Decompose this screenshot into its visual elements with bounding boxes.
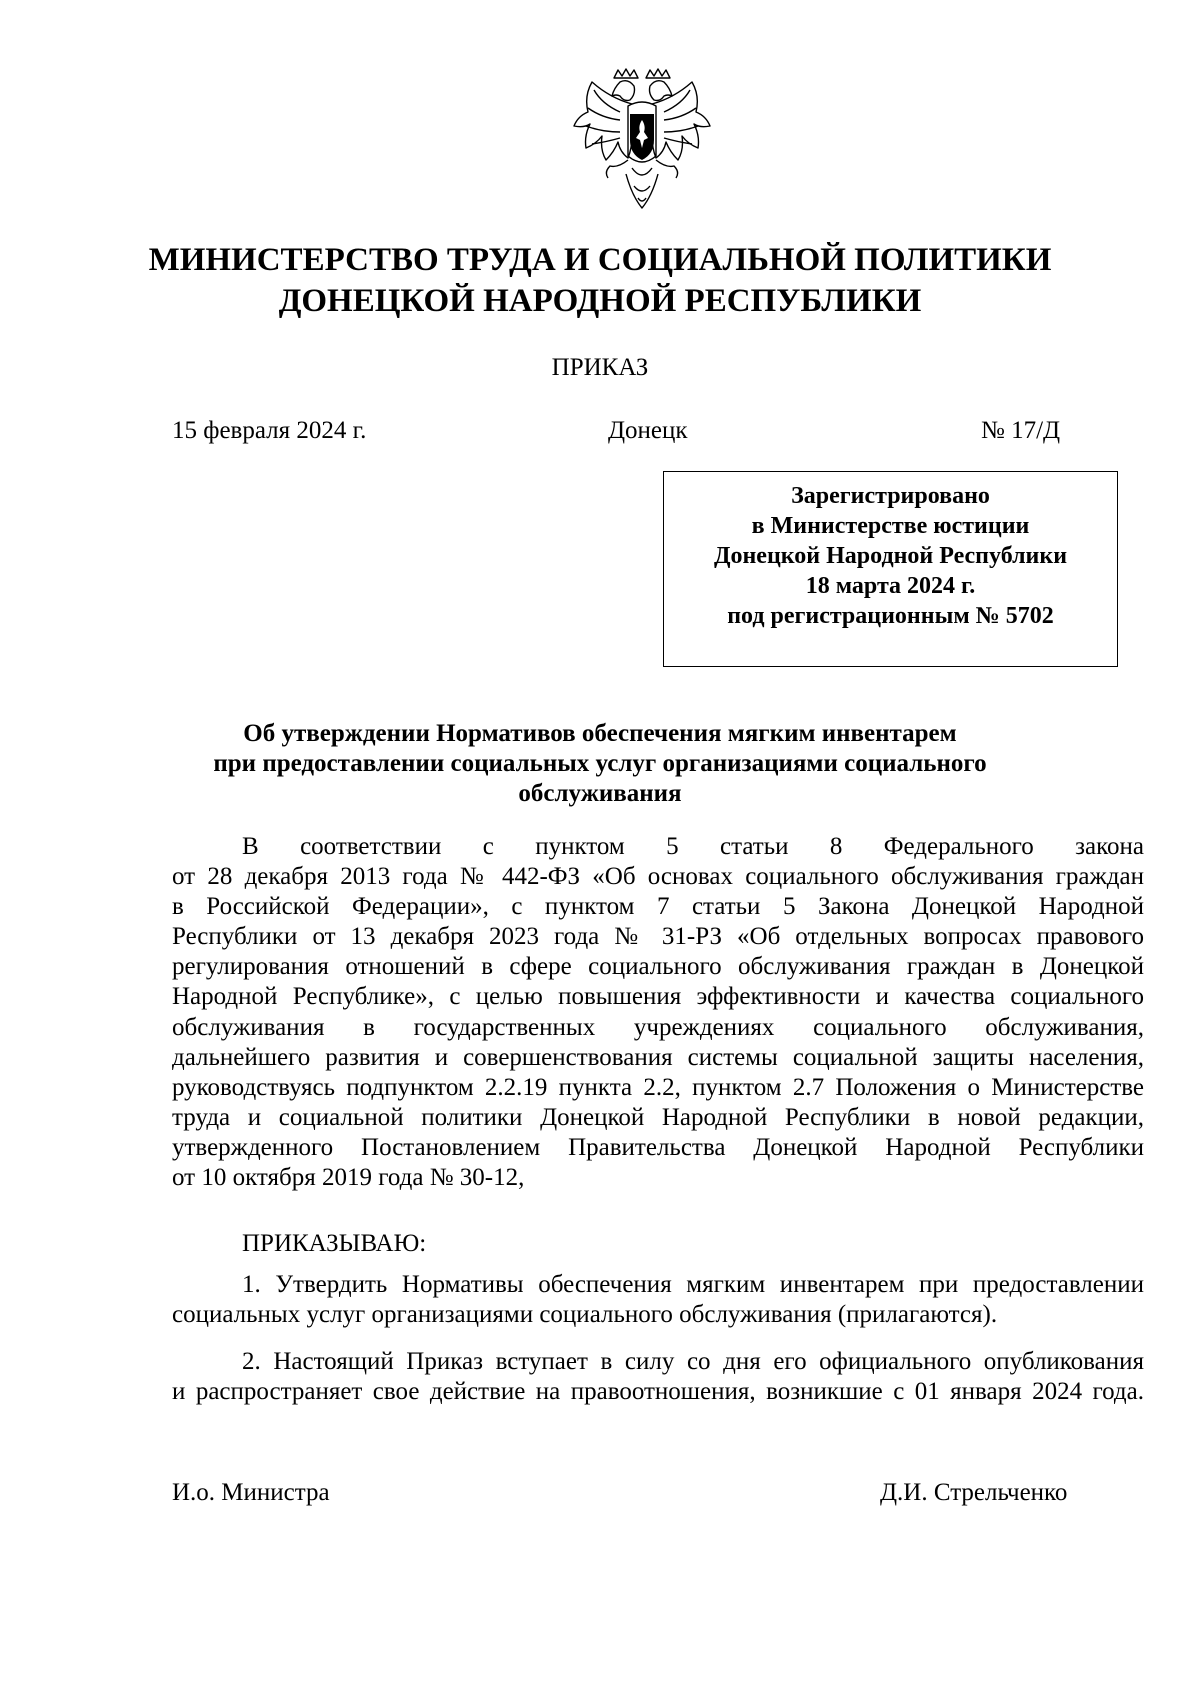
preamble-line: обслуживания в государственных учреждениях социального обслуживания, [172,1013,1144,1041]
order-item-1 [172,1270,1144,1330]
registration-line: под регистрационным № 5702 [727,603,1054,629]
registration-line: Зарегистрировано [791,483,990,509]
order-item-line: 2. Настоящий Приказ вступает в силу со дня его официального опубликования [242,1348,1144,1375]
signatory-role: И.о. Министра [172,1479,330,1506]
preamble-line: дальнейшего развития и совершенствования системы социальной защиты населения, [172,1043,1144,1071]
preamble-line: от 28 декабря 2013 года № 442-ФЗ «Об основах социального обслуживания граждан [172,863,1144,891]
preamble-line: руководствуясь подпунктом 2.2.19 пункта 2.2, пунктом 2.7 Положения о Министерстве [172,1073,1144,1101]
preamble-line: труда и социальной политики Донецкой Народной Республики в новой редакции, [172,1103,1144,1131]
subject-line: при предоставлении социальных услуг организациями социального [213,750,987,777]
document-number: № 17/Д [981,417,1061,444]
preamble-line: Народной Республике», с целью повышения эффективности и качества социального [172,983,1144,1011]
document-type: ПРИКАЗ [551,354,649,381]
document-date: 15 февраля 2024 г. [172,417,367,444]
ministry-title [0,240,1200,322]
preamble-line: в Российской Федерации», с пунктом 7 статьи 5 Закона Донецкой Народной [172,893,1144,921]
registration-stamp-box [663,471,1118,667]
registration-line: в Министерстве юстиции [751,513,1030,539]
document-city: Донецк [608,417,688,444]
order-item-line: 1. Утвердить Нормативы обеспечения мягким инвентарем при предоставлении [242,1271,1144,1298]
preamble-line: утвержденного Постановлением Правительства Донецкой Народной Республики [172,1133,1144,1161]
registration-line: Донецкой Народной Республики [713,543,1068,569]
order-item-line: и распространяет свое действие на правоотношения, возникшие с 01 января 2024 года. [172,1378,1144,1406]
subject-line: обслуживания [518,780,682,807]
ministry-title-line-2: ДОНЕЦКОЙ НАРОДНОЙ РЕСПУБЛИКИ [278,283,922,319]
signatory-name: Д.И. Стрельченко [880,1479,1068,1506]
preamble-line: регулирования отношений в сфере социального обслуживания граждан в Донецкой [172,953,1144,981]
document-subject [0,719,1200,809]
subject-line: Об утверждении Нормативов обеспечения мягким инвентарем [243,720,957,747]
preamble-line: В соответствии с пунктом 5 статьи 8 Федерального закона [242,833,1144,860]
coat-of-arms-icon [562,64,722,224]
registration-line: 18 марта 2024 г. [805,573,976,599]
order-item-2 [172,1347,1144,1407]
preamble-line: от 10 октября 2019 года № 30-12, [172,1164,525,1192]
ministry-title-line-1: МИНИСТЕРСТВО ТРУДА И СОЦИАЛЬНОЙ ПОЛИТИКИ [148,242,1052,278]
order-item-line: социальных услуг организациями социального обслуживания (прилагаются). [172,1301,998,1329]
preamble-line: Республики от 13 декабря 2023 года № 31-РЗ «Об отдельных вопросах правового [172,923,1144,951]
preamble-paragraph [172,832,1144,1193]
order-word: ПРИКАЗЫВАЮ: [242,1230,427,1257]
